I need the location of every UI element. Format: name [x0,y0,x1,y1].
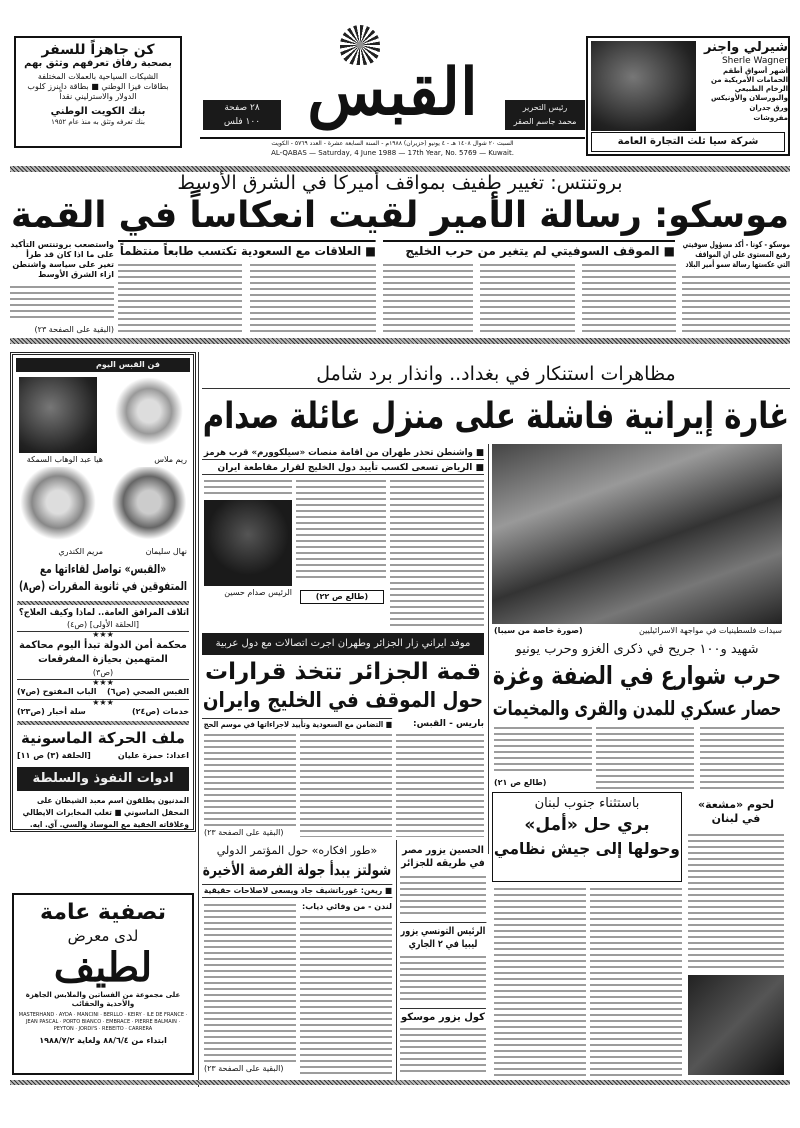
section-rule [10,338,790,344]
sidebar-item-ref: (ص٣) [92,668,114,677]
page-bottom-rule [10,1080,790,1085]
body-text [596,725,694,790]
body-text [250,262,376,334]
brief-title: الرئيس التونسي يزور ليبيا في ٢ الجاري [400,922,486,951]
photo-caption: سيدات فلسطينيات في مواجهة الاسرائيليين [638,626,782,635]
body-text [396,732,484,837]
stars-divider: ★★★ [17,631,189,638]
lead-headline: موسكو: رسالة الأمير لقيت انعكاساً في القمة [10,195,790,236]
ad-subheadline: لدى معرض [67,927,139,945]
sidebar [10,352,196,832]
lead-paragraph: موسكو - كونا - أكد مسؤول سوفيتي رفيع المستوى على ان المواقف التي عكستها رسالة سمو أمير البلاد [682,240,790,269]
lebanon-side-title: لحوم «مشعة» في لبنان [698,798,774,825]
body-text [118,262,242,334]
ad-brand-name: لطيف [53,944,153,991]
wagner-ad [586,36,790,156]
bank-name: بنك الكويت الوطني [50,106,146,117]
portrait-photo [19,467,97,545]
ad-headline: كن جاهزاً للسفر [41,42,155,58]
algeria-headline: حول الموقف في الخليج وايران [202,688,484,712]
lead-paragraph: واستصعب بروتنتس التأكيد على ما اذا كان قد طرأ تغير على سياسة واشنطن ازاء الشرق الأوسط [10,240,114,279]
file-points: المدنيون يطلقون اسم معبد الشيطان على المحفل الماسوني ■ تغلب المخابرات الايطالي وعلاقاته الخفية مع الموساد والسي. آي. ايه. [22,796,189,829]
ad-brands: MASTERHAND · AYDA · MANCINI · BERLLO · KEIRY · ILE DE FRANCE · JEAN PASCAL · PORTO BIANCO · EMBRACE · PIERRE BALMAIN · PEYTON · JORDI'S · REBEITO · CARRERA [18,1012,188,1032]
lead-subhead: ■ العلاقات مع السعودية تكتسب طابعاً منتظماً [118,240,376,259]
page-ref[interactable]: (طالع ص ٢٢) [300,590,384,604]
photo-caption: ريم ملاس [154,455,187,464]
iraq-headline: غارة إيرانية فاشلة على منزل عائلة صدام [202,396,790,437]
file-ref: [الحلقة (٣) ص ١١] [17,751,91,760]
algeria-subhead: ■ التضامن مع السعودية وتأييد لاجراءاتها في موسم الحج [203,720,392,729]
sidebar-header: فن القبس اليوم [16,358,190,372]
editor-box [505,100,585,130]
iraq-subhead: ■ الرياض تسعى لكسب تأييد دول الخليج لقرار مقاطعة ايران [202,462,484,475]
stars-divider: ★★★ [17,699,189,706]
ad-bullet: الشيكات السياحية بالعملات المختلفة [37,72,159,81]
ad-bullet: بطاقات فيزا الوطني [101,82,169,91]
sidebar-item[interactable]: محكمة أمن الدولة تبدأ اليوم محاكمة المتهمين بحيازة المفرقعات [19,640,187,665]
body-text [582,262,676,334]
ad-dates: ابتداء من ٨٨/٦/٤ ولغاية ١٩٨٨/٧/٢ [39,1036,167,1045]
sidebar-link[interactable]: القبس الصحي (ص٦) [106,687,189,696]
shultz-headline: شولتز يبدأ جولة الفرصة الأخيرة [202,861,392,879]
lead-kicker: بروتنتس: تغيير طفيف بمواقف أميركا في الشرق الأوسط [177,172,623,194]
body-text [296,478,386,578]
lebanon-headline: وحولها إلى جيش نظامي [493,839,681,858]
file-title[interactable]: ملف الحركة الماسونية [21,729,185,747]
body-text [204,902,296,1062]
body-text [300,914,392,1074]
sidebar-link[interactable]: سلة أخبار (ص٢٣) [17,707,86,716]
continued-note: (البقية على الصفحة ٢٣) [204,828,284,837]
sidebar-item-ref: [الحلقة الأولى] (ص٤) [66,620,140,629]
photo-caption: هيا عبد الوهاب السمكة [26,455,103,464]
ad-description: على مجموعة من الفساتين والملابس الجاهزة والأحذية والحقائب [25,991,181,1008]
body-text [400,874,486,914]
date-line-english: AL-QABAS — Saturday, 4 June 1988 — 17th Year, No. 5769 — Kuwait. [271,149,514,157]
algeria-subhead-text: التضامن مع السعودية وتأييد لاجراءاتها في موسم الحج [203,720,384,729]
ad-bullet: ورق جدران [749,104,788,112]
body-text [688,832,784,972]
continued-note: (البقية على الصفحة ٢٣) [204,1064,284,1073]
iraq-kicker: مظاهرات استنكار في بغداد.. وانذار برد شامل [202,362,790,389]
newspaper-logo: القبس [307,55,478,130]
body-text [682,274,790,334]
ad-bullet: الدولار والاسترليني نقداً [59,92,137,101]
body-text [700,725,784,790]
ad-photo [688,975,784,1075]
lead-subhead-text: العلاقات مع السعودية تكتسب طابعاً منتظماً [119,244,362,258]
dateline: لندن - من وفائي دياب: [302,902,392,911]
latif-ad [12,893,194,1075]
ad-photo [591,41,696,131]
ad-subheadline: بصحبة رفاق تعرفهم وتثق بهم [24,58,172,69]
ad-bullet: بطاقة داينرز كلوب [27,82,89,91]
portrait-photo [111,467,187,545]
body-text [390,478,484,628]
body-text [494,725,592,775]
iraq-subhead-text: واشنطن تحذر طهران من اقامة منصات «سيلكوورم» قرب هرمز [203,448,473,458]
bank-slogan: بنك تعرفه وتثق به منذ عام ١٩٥٢ [51,118,145,126]
portrait-photo [111,377,187,453]
lebanon-box [492,792,682,882]
ad-title: شيرلي واجنر [703,40,788,55]
lead-subhead: ■ الموقف السوفيتي لم يتغير من حرب الخليج [383,240,675,259]
algeria-headline: قمة الجزائر تتخذ قرارات [204,659,482,685]
shultz-kicker: «طور افكاره» حول المؤتمر الدولي [216,844,378,857]
body-text [480,262,575,334]
ad-title-english: Sherle Wagner [721,56,788,66]
body-text [400,1026,486,1076]
ad-headline: تصفية عامة [39,900,166,925]
editor-title: رئيس التحرير [522,103,568,112]
body-text [10,284,114,322]
file-banner: ادوات النفوذ والسلطة [17,767,189,791]
body-text [204,732,296,827]
shultz-subhead: ■ ريغن: غورباتشيف جاد ويسعى لاصلاحات حقيقية [202,884,392,898]
body-text [400,954,486,1004]
body-text [204,478,292,498]
ad-company: شركة سيا ثلث التجارة العامة [591,132,785,152]
file-author: اعداد: حمزة عليان [117,751,189,760]
photo-caption: مريم الكندري [58,547,103,556]
sidebar-link[interactable]: الباب المفتوح (ص٧) [17,687,97,696]
dateline: باريس - القبس: [413,719,484,729]
body-text [300,732,392,837]
sidebar-link[interactable]: خدمات (ص٢٤) [131,707,189,716]
ad-bullet: مفروشات [753,114,788,122]
price-box [203,100,281,130]
sidebar-item[interactable]: اتلاف المرافق العامة.. لماذا وكيف العلاج؟ [18,608,189,618]
photo-caption: نهال سليمان [145,547,187,556]
lebanon-headline: بري حل «أمل» [524,815,650,835]
saddam-photo [204,500,292,586]
brief-title: كول يزور موسكو [400,1008,486,1024]
divider [17,721,189,725]
body-text [383,262,473,334]
continued-note: (البقية على الصفحة ٢٣) [34,325,114,334]
iraq-subhead: ■ واشنطن تحذر طهران من اقامة منصات «سيلكوورم» قرب هرمز [203,448,484,458]
portrait-photo [19,377,97,453]
palestine-headline: حصار عسكري للمدن والقرى والمخيمات [492,696,782,720]
palestine-headline: حرب شوارع في الضفة وغزة [492,661,782,690]
brief-title: الحسين يزور مصر في طريقه للجزائر [401,845,485,869]
photo-caption: الرئيس صدام حسين [224,588,292,597]
divider [17,601,189,605]
page-count: ٢٨ صفحة [224,103,260,113]
sidebar-feature[interactable]: «القبس» تواصل لقاءاتها مع المتفوقين في ثانوية المقررات (ص٨) [18,562,188,593]
body-text [590,886,682,1076]
stars-divider: ★★★ [17,679,189,686]
ad-bullet: أشهر أسواق أطقم الحمامات الأمريكية من الرخام الطبيعي والبورسلان والأونيكس [710,67,788,102]
shultz-subhead-text: ريغن: غورباتشيف جاد ويسعى لاصلاحات حقيقية [203,886,383,895]
lead-subhead-text: الموقف السوفيتي لم يتغير من حرب الخليج [405,244,660,258]
body-text [494,886,586,1076]
lebanon-kicker: باستثناء جنوب لبنان [534,796,640,811]
photo-credit: (صورة خاصة من سيبا) [494,626,583,635]
algeria-banner: موفد ايراني زار الجزائر وطهران اجرت اتصالات مع دول عربية [202,633,484,655]
editor-name: محمد جاسم الصقر [513,117,577,126]
palestinian-women-photo [492,444,782,624]
page-ref[interactable]: (طالع ص ٢١) [494,778,547,787]
palestine-kicker: شهيد و١٠٠ جريح في ذكرى الغزو وحرب يونيو [515,642,759,657]
price: ١٠٠ فلس [223,117,261,127]
iraq-subhead-text: الرياض تسعى لكسب تأييد دول الخليج لقرار مقاطعة ايران [217,463,473,473]
bank-ad: كن جاهزاً للسفر بصحبة رفاق تعرفهم وتثق بهم الشيكات السياحية بالعملات المختلفة بطاقات فيزا الوطني ■ بطاقة داينرز كلوب الدولار والاسترليني نقداً بنك الكويت الوطني بنك تعرفه وتثق به منذ عام ١٩٥٢ [14,36,182,148]
date-line-arabic: السبت ٢٠ شوال ١٤٠٨ هـ - ٤ يونيو (حزيران) ١٩٨٨م - السنة السابعة عشرة - العدد ٥٧٦٩ - الكويت [271,140,514,147]
